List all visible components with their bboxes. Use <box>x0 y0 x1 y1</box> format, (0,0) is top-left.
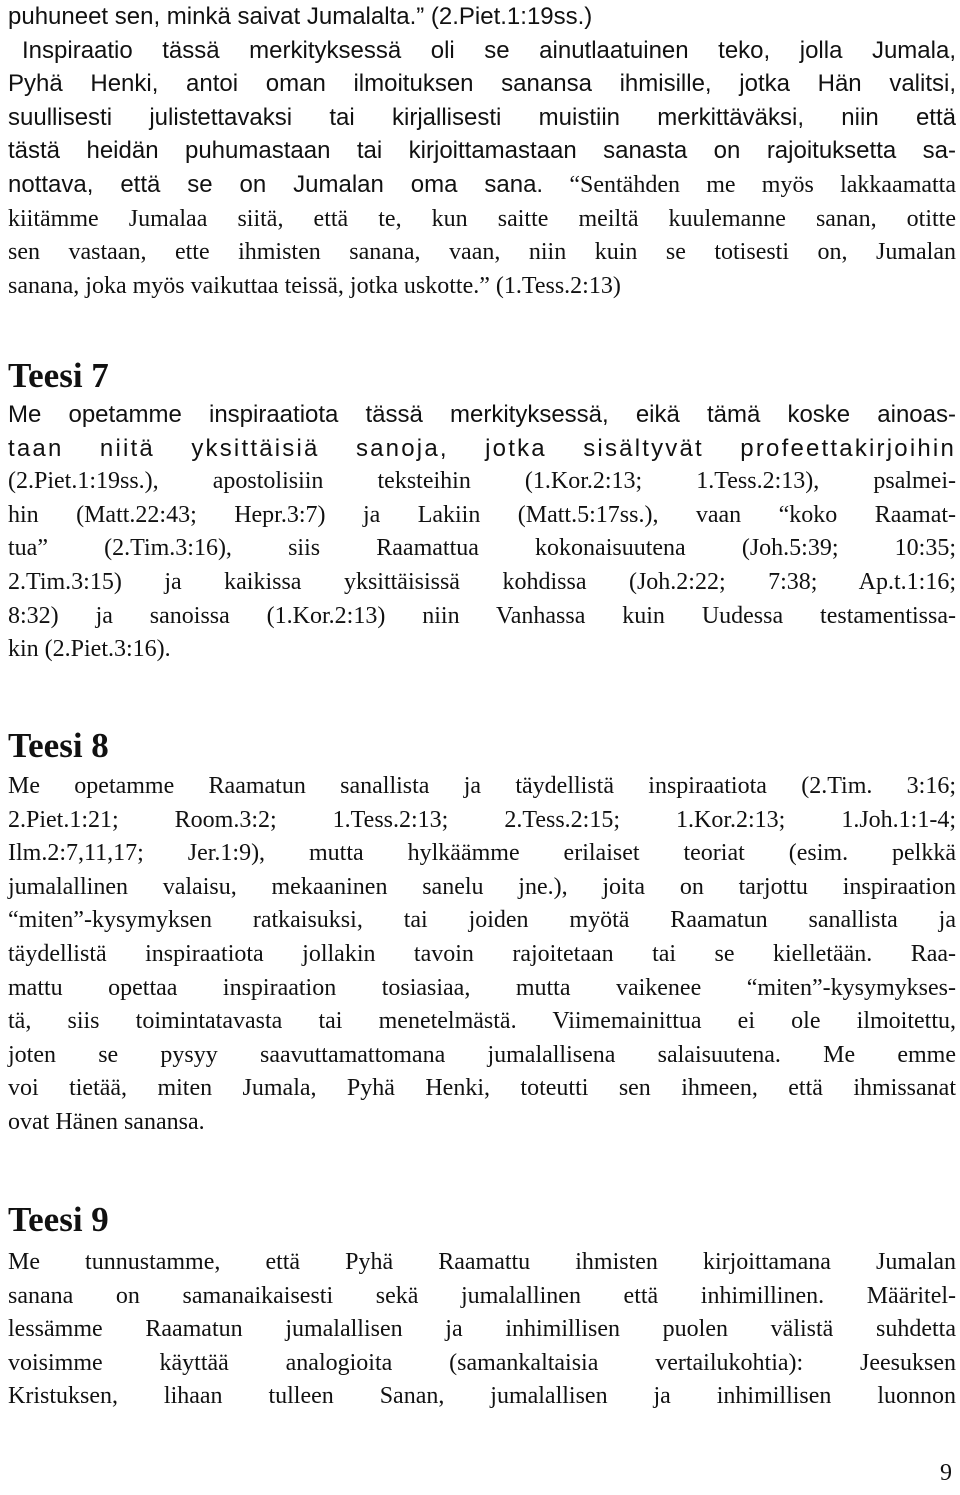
text-line-part: nottava, että se on Jumalan oma sana. <box>8 170 544 198</box>
teesi-7-paragraph <box>8 398 956 667</box>
text-line: sanana, joka myös vaikuttaa teissä, jotka uskotte.” (1.Tess.2:13) <box>8 272 621 299</box>
text-line: puhuneet sen, minkä saivat Jumalalta.” (2.Piet.1:19ss.) <box>8 3 593 30</box>
text-line: jumalallinen valaisu, mekaaninen sanelu jne.), joita on tarjottu inspiraation <box>8 873 956 900</box>
text-line: kin (2.Piet.3:16). <box>8 636 171 663</box>
text-line: tä, siis toimintatavasta tai menetelmästä. Viimemainittua ei ole ilmoitettu, <box>8 1008 956 1035</box>
text-line: 2.Piet.1:21; Room.3:2; 1.Tess.2:13; 2.Tess.2:15; 1.Kor.2:13; 1.Joh.1:1-4; <box>8 806 956 833</box>
text-line: (2.Piet.1:19ss.), apostolisiin teksteihin (1.Kor.2:13; 1.Tess.2:13), psalmei- <box>8 468 956 495</box>
text-line: taan niitä yksittäisiä sanoja, jotka sisältyvät profeettakirjoihin <box>8 434 956 462</box>
intro-paragraph <box>8 0 956 303</box>
text-line: suullisesti julistettavaksi tai kirjallisesti muistiin merkittäväksi, niin että <box>8 103 956 131</box>
text-line: 2.Tim.3:15) ja kaikissa yksittäisissä kohdissa (Joh.2:22; 7:38; Ap.t.1:16; <box>8 568 956 595</box>
text-line: Me opetamme Raamatun sanallista ja täydellistä inspiraatiota (2.Tim. 3:16; <box>8 773 956 799</box>
text-line: täydellistä inspiraatiota jollakin tavoin rajoitetaan tai se kielletään. Raa- <box>8 940 956 967</box>
page-number: 9 <box>940 1460 952 1486</box>
text-line: mattu opettaa inspiraation tosiasiaa, mutta vaikenee “miten”-kysymykses- <box>8 974 956 1001</box>
section-heading-teesi-8: Teesi 8 <box>8 726 109 765</box>
text-line: Me opetamme inspiraatiota tässä merkityksessä, eikä tämä koske ainoas- <box>8 401 956 428</box>
text-line: tua” (2.Tim.3:16), siis Raamattua kokonaisuutena (Joh.5:39; 10:35; <box>8 535 956 562</box>
text-line: lessämme Raamatun jumalallisen ja inhimillisen puolen välistä suhdetta <box>8 1316 956 1343</box>
text-line: Pyhä Henki, antoi oman ilmoituksen sanansa ihmisille, jotka Hän valitsi, <box>8 70 956 98</box>
document-page <box>8 0 956 1495</box>
text-line: sanana on samanaikaisesti sekä jumalallinen että inhimillinen. Määritel- <box>8 1282 956 1309</box>
text-line: hin (Matt.22:43; Hepr.3:7) ja Lakiin (Matt.5:17ss.), vaan “koko Raamat- <box>8 501 956 528</box>
text-line: 8:32) ja sanoissa (1.Kor.2:13) niin Vanhassa kuin Uudessa testamentissa- <box>8 602 956 629</box>
text-line: ovat Hänen sanansa. <box>8 1108 205 1135</box>
text-line: Kristuksen, lihaan tulleen Sanan, jumalallisen ja inhimillisen luonnon <box>8 1383 956 1410</box>
quote-start: “Sentähden me myös lakkaamatta <box>543 171 957 198</box>
text-line: Ilm.2:7,11,17; Jer.1:9), mutta hylkäämme erilaiset teoriat (esim. pelkkä <box>8 840 956 867</box>
text-line: kiitämme Jumalaa siitä, että te, kun saitte meiltä kuulemanne sanan, otitte <box>8 205 956 232</box>
text-line <box>8 168 956 203</box>
text-line: Inspiraatio tässä merkityksessä oli se ainutlaatuinen teko, jolla Jumala, <box>22 36 956 64</box>
text-line: joten se pysyy saavuttamattomana jumalallisena salaisuutena. Me emme <box>8 1041 956 1068</box>
section-heading-teesi-9: Teesi 9 <box>8 1200 109 1239</box>
text-line: voi tietää, miten Jumala, Pyhä Henki, toteutti sen ihmeen, että ihmissanat <box>8 1075 956 1102</box>
text-line: Me tunnustamme, että Pyhä Raamattu ihmisten kirjoittamana Jumalan <box>8 1249 956 1275</box>
text-line: sen vastaan, ette ihmisten sanana, vaan, niin kuin se totisesti on, Jumalan <box>8 239 956 266</box>
text-line: tästä heidän puhumastaan tai kirjoittamastaan sanasta on rajoituksetta sa- <box>8 137 956 165</box>
teesi-8-paragraph <box>8 770 956 1140</box>
text-line: voisimme käyttää analogioita (samankaltaisia vertailukohtia): Jeesuksen <box>8 1349 956 1376</box>
section-heading-teesi-7: Teesi 7 <box>8 356 109 395</box>
teesi-9-paragraph <box>8 1246 956 1414</box>
text-line: “miten”-kysymyksen ratkaisuksi, tai joiden myötä Raamatun sanallista ja <box>8 907 956 934</box>
